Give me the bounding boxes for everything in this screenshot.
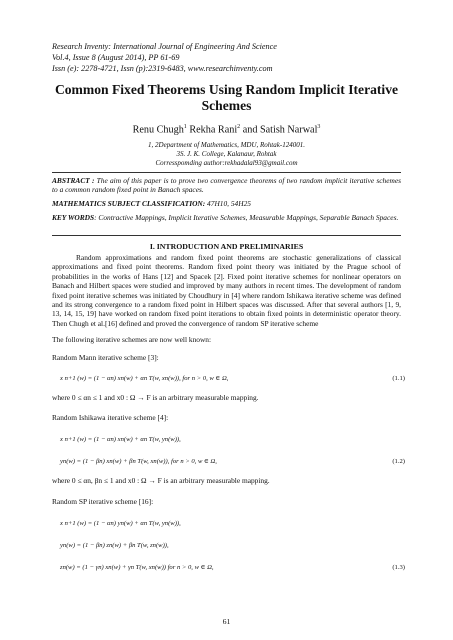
equation-1-2b-body: yn(w) = (1 − βn) xn(w) + βn T(w, xn(w)), for n > 0, w ∈ Ω, [60, 458, 217, 465]
author-2-sup: 2 [237, 124, 241, 130]
paper-title [40, 82, 413, 114]
journal-volume: Vol.4, Issue 8 (August 2014), PP 61-69 [52, 53, 180, 62]
equation-1-2b [60, 457, 405, 466]
intro-paragraph: Random approximations and random fixed point theorems are stochastic generalizations of classical approximations and fixed point theorems. Random fixed point theory was initiated by the Prague school of probabilities in the works of Hans [12] and Spacek [2]. Fixed point iterative schemes for nonlinear operators on Banach and Hilbert spaces were studied and improved by many authors in recent times. The development of random fixed point iterative schemes was initiated by Choudhury in [4] where random Ishikawa iterative scheme was defined and its strong convergence to a random fixed point in Hilbert spaces was discussed. After that several authors [1, 9, 13, 14, 15, 19] have worked on random fixed point iterations to obtain fixed points in deterministic operator theory. Then Chugh et al.[16] defined and proved the convergence of random SP iterative scheme [52, 253, 401, 328]
equation-1-2-number: (1.2) [392, 458, 405, 465]
equation-1-3c [60, 563, 405, 572]
journal-issn: Issn (e): 2278-4721, Issn (p):2319-6483, www.researchinventy.com [52, 64, 273, 73]
abstract-top-rule [52, 172, 401, 173]
equation-1-3a: x n+1 (w) = (1 − αn) yn(w) + αn T(w, yn(w)), [60, 520, 181, 527]
author-3-sup: 3 [317, 124, 321, 130]
equation-1-1-number: (1.1) [392, 375, 405, 382]
author-1: Renu Chugh [132, 124, 184, 136]
where-clause-1: where 0 ≤ αn ≤ 1 and x0 : Ω → F is an arbitrary measurable mapping. [52, 393, 259, 402]
msc-label: MATHEMATICS SUBJECT CLASSIFICATION: [52, 199, 206, 208]
author-1-sup: 1 [183, 124, 187, 130]
schemes-intro: The following iterative schemes are now well known: [52, 335, 212, 344]
corresponding-author: Corresspomding author:rekhadalal93@gmail.com [155, 159, 298, 167]
title-line-2: Schemes [201, 98, 252, 113]
equation-1-1-body: x n+1 (w) = (1 − αn) xn(w) + αn T(w, xn(w)), for n > 0, w ∈ Ω, [60, 375, 229, 382]
sp-label: Random SP iterative scheme [16]: [52, 497, 154, 506]
keywords [52, 213, 401, 222]
affiliation-2: 3S. J. K. College, Kalanaur, Rohtak [176, 150, 277, 158]
where-clause-2: where 0 ≤ αn, βn ≤ 1 and x0 : Ω → F is an arbitrary measurable mapping. [52, 476, 270, 485]
subject-classification [52, 199, 401, 208]
msc-text: 47H10, 54H25 [205, 199, 251, 208]
section-heading: I. INTRODUCTION AND PRELIMINARIES [149, 242, 304, 251]
abstract [52, 176, 401, 195]
title-line-1: Common Fixed Theorems Using Random Implicit Iterative [54, 82, 399, 97]
ishikawa-label: Random Ishikawa iterative scheme [4]: [52, 413, 169, 422]
journal-name: Research Inventy: International Journal of Engineering And Science [52, 42, 277, 51]
abstract-label: ABSTRACT : [52, 176, 95, 185]
keywords-label: KEY WORDS [52, 213, 95, 222]
keywords-text: : Contractive Mappings, Implicit Iterative Schemes, Measurable Mappings, Separable Banach Spaces. [94, 213, 399, 222]
equation-1-3-number: (1.3) [392, 564, 405, 571]
equation-1-3b: yn(w) = (1 − βn) zn(w) + βn T(w, zn(w)), [60, 542, 169, 549]
page-number: 61 [222, 617, 231, 626]
author-3: and Satish Narwal [240, 124, 318, 136]
abstract-text: The aim of this paper is to prove two convergence theorems of two random implicit iterative schemes to a common random fixed point in Banach spaces. [52, 176, 401, 195]
keywords-bottom-rule [52, 235, 401, 236]
equation-1-2a: x n+1 (w) = (1 − αn) xn(w) + αn T(w, yn(w)), [60, 436, 181, 443]
author-2: Rekha Rani [186, 124, 238, 136]
equation-1-3c-body: zn(w) = (1 − γn) xn(w) + γn T(w, xn(w)) for n > 0, w ∈ Ω, [60, 564, 214, 571]
author-list [40, 124, 413, 135]
affiliation-1: 1, 2Department of Mathematics, MDU, Rohtak-124001. [148, 141, 305, 149]
equation-1-1 [60, 374, 405, 383]
mann-label: Random Mann iterative scheme [3]: [52, 353, 159, 362]
